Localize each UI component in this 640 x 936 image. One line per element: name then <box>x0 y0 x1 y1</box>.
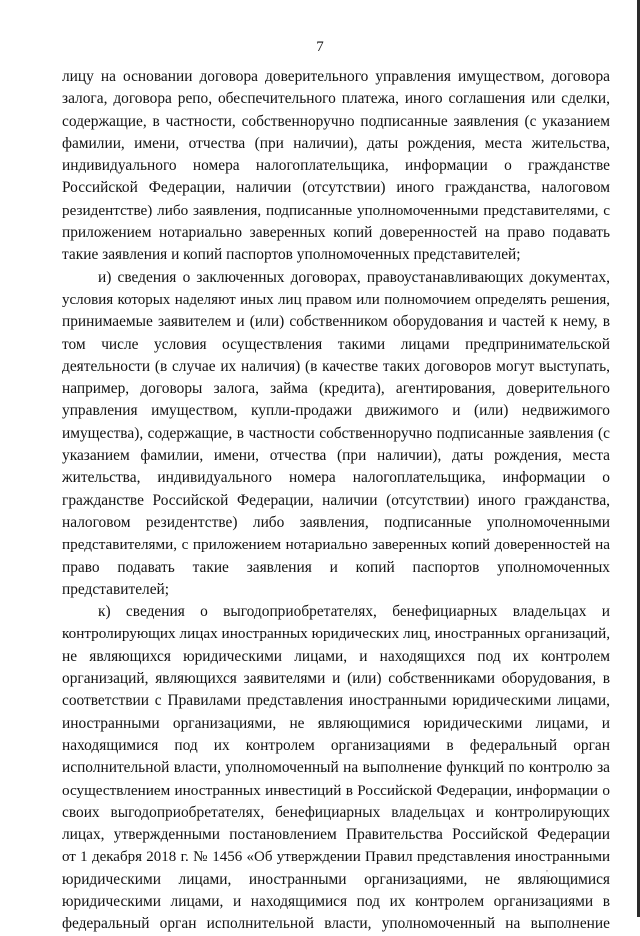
text-line: исполнительной власти, уполномоченный на выполнение функций по контролю за <box>62 759 610 777</box>
text-line: указанием фамилии, имени, отчества (при наличии), даты рождения, места <box>62 447 610 465</box>
text-line: представителей; <box>62 580 170 598</box>
text-line: своих выгодоприобретателях, бенефициарных владельцах и контролирующих <box>62 803 610 821</box>
text-line: условия которых наделяют иных лиц правом или полномочием определять решения, <box>62 291 610 308</box>
text-line: не являющихся юридическими лицами, и находящихся под их контролем <box>62 647 610 665</box>
text-line: управления имуществом, купли-продажи движимого и (или) недвижимого <box>62 402 610 420</box>
text-line: фамилии, имени, отчества (при наличии), даты рождения, места жительства, <box>62 134 610 152</box>
text-line: содержащие, в частности, собственноручно подписанные заявления (с указанием <box>62 112 610 130</box>
text-line: и) сведения о заключенных договорах, правоустанавливающих документах, <box>98 268 610 286</box>
document-body-text <box>62 66 610 936</box>
text-line: организаций, являющихся заявителями и (или) собственниками оборудования, в <box>62 670 610 688</box>
text-line: приложением нотариально заверенных копий доверенностей на право подавать <box>62 224 610 242</box>
text-line: федеральный орган исполнительной власти, уполномоченный на выполнение <box>62 915 610 933</box>
text-line: осуществлением иностранных инвестиций в Российской Федерации, информации о <box>62 781 610 799</box>
text-line: залога, договора репо, обеспечительного платежа, иного соглашения или сделки, <box>62 90 610 108</box>
text-line: право подавать такие заявления и копий паспортов уполномоченных <box>62 558 610 576</box>
text-line: соответствии с Правилами представления иностранными юридическими лицами, <box>62 692 610 710</box>
text-line: иностранными организациями, не являющимися юридическими лицами, и <box>62 714 610 732</box>
text-line: лицах, утвержденными постановлением Правительства Российской Федерации <box>62 826 610 844</box>
text-line: юридическими лицами, иностранными организациями, не являющимися <box>62 870 610 888</box>
text-line: принимаемые заявителем и (или) собственником оборудования и частей к нему, в <box>62 313 610 331</box>
text-line: имущества), содержащие, в частности собственноручно подписанные заявления (с <box>62 424 610 442</box>
text-line: резидентстве) либо заявления, подписанные уполномоченными представителями, с <box>62 201 610 219</box>
text-line: представителями, с приложением нотариально заверенных копий доверенностей на <box>62 536 610 554</box>
text-line: том числе условия осуществления такими лицами предпринимательской <box>62 335 610 353</box>
text-line: юридическими лицами, и находящимися под их контролем организациями в <box>62 892 610 910</box>
scan-artifact-mark: , <box>546 864 548 873</box>
text-line: Российской Федерации, наличии (отсутствии) иного гражданства, налоговом <box>62 179 610 197</box>
text-line: такие заявления и копий паспортов уполномоченных представителей; <box>62 246 521 264</box>
text-line: к) сведения о выгодоприобретателях, бенефициарных владельцах и <box>98 603 610 621</box>
page-number: 7 <box>316 39 324 55</box>
text-line: находящимися под их контролем организациями в федеральный орган <box>62 736 610 754</box>
text-line: от 1 декабря 2018 г. № 1456 «Об утверждении Правил представления иностранными <box>62 849 610 866</box>
text-line: гражданстве Российской Федерации, наличии (отсутствии) иного гражданства, <box>62 491 610 509</box>
text-line: налоговом резидентстве) либо заявления, подписанные уполномоченными <box>62 513 610 531</box>
text-line: деятельности (в случае их наличия) (в качестве таких договоров могут выступать, <box>62 357 610 375</box>
text-line: например, договоры залога, займа (кредита), агентирования, доверительного <box>62 380 610 398</box>
text-line: жительства, индивидуального номера налогоплательщика, информации о <box>62 469 610 487</box>
text-line: индивидуального номера налогоплательщика, информации о гражданстве <box>62 157 610 175</box>
text-line: лицу на основании договора доверительного управления имуществом, договора <box>62 68 610 85</box>
text-line: контролирующих лицах иностранных юридических лиц, иностранных организаций, <box>62 625 610 643</box>
